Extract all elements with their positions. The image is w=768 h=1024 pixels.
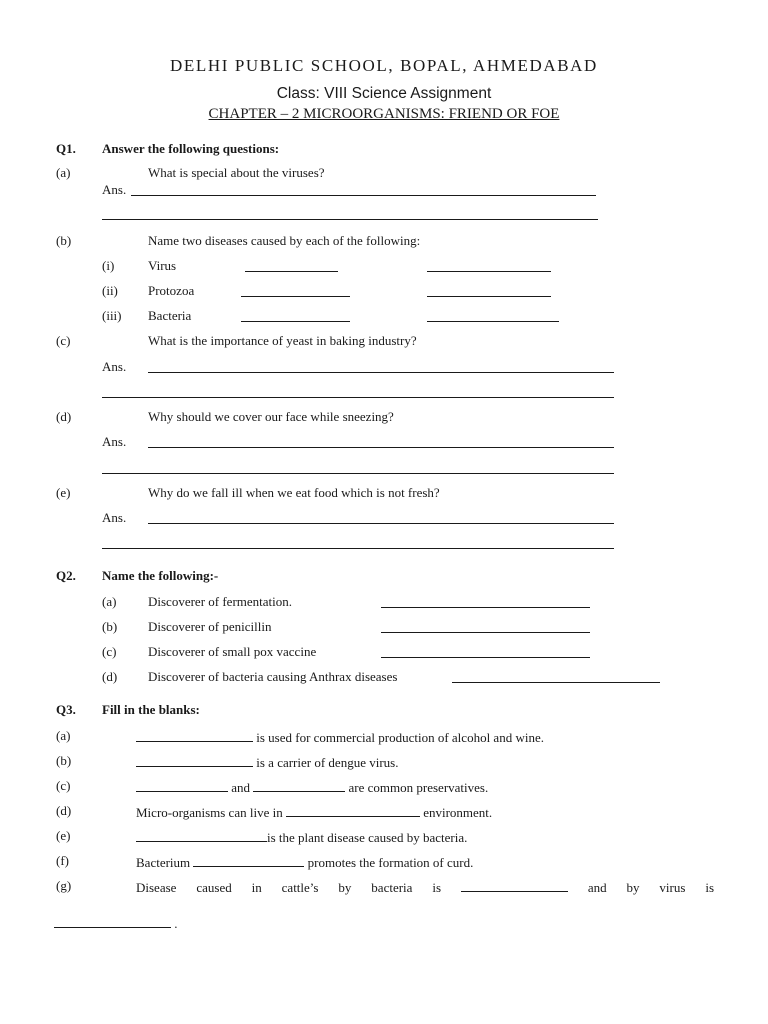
q3g-blank-2[interactable] — [54, 915, 171, 928]
q1b-question: Name two diseases caused by each of the following: — [148, 233, 421, 248]
school-name: DELHI PUBLIC SCHOOL, BOPAL, AHMEDABAD — [170, 56, 598, 75]
q3g-label: (g) — [56, 878, 72, 893]
q3g-word: is — [432, 880, 442, 895]
q2-blank[interactable] — [381, 632, 590, 633]
q1c-question: What is the importance of yeast in baking industry? — [148, 333, 417, 348]
q3g-word: caused — [196, 880, 232, 895]
q1b-blank[interactable] — [427, 296, 551, 297]
q3a-label: (a) — [56, 728, 71, 743]
q3g-end: . — [174, 916, 178, 931]
q1-title: Answer the following questions: — [102, 141, 280, 156]
q1-number: Q1. — [56, 141, 76, 156]
q3g-sentence — [136, 879, 714, 894]
q1c-answer-line-1[interactable] — [148, 372, 614, 373]
q1b-blank[interactable] — [245, 271, 338, 272]
q3c-label: (c) — [56, 778, 71, 793]
q2-number: Q2. — [56, 568, 76, 583]
q3g-virus: virus — [659, 880, 686, 895]
q2-item-label: (d) — [102, 669, 118, 684]
q1a-label: (a) — [56, 165, 71, 180]
q1b-item-text: Virus — [148, 258, 177, 273]
q1a-ans-label: Ans. — [102, 182, 127, 197]
q3f-after: promotes the formation of curd. — [307, 855, 474, 870]
q1b-item-label: (i) — [102, 258, 115, 273]
q2-item-label: (c) — [102, 644, 117, 659]
q1d-ans-label: Ans. — [102, 434, 127, 449]
q3b-blank[interactable] — [136, 754, 253, 767]
q3f-before: Bacterium — [136, 855, 191, 870]
q1e-label: (e) — [56, 485, 71, 500]
q3g-blank-1[interactable] — [461, 879, 568, 892]
q1b-item-text: Bacteria — [148, 308, 192, 323]
q3e-blank[interactable] — [136, 829, 267, 842]
q3e-text: is the plant disease caused by bacteria. — [267, 830, 468, 845]
chapter-title: CHAPTER – 2 MICROORGANISMS: FRIEND OR FOE — [208, 106, 560, 122]
q2-item-text: Discoverer of fermentation. — [148, 594, 293, 609]
q1e-answer-line-2[interactable] — [102, 548, 614, 549]
q1e-ans-label: Ans. — [102, 510, 127, 525]
q3d-before: Micro-organisms can live in — [136, 805, 283, 820]
q1d-label: (d) — [56, 409, 72, 424]
q3c-sentence — [136, 779, 488, 794]
q3d-label: (d) — [56, 803, 72, 818]
q3b-label: (b) — [56, 753, 72, 768]
q3-number: Q3. — [56, 702, 76, 717]
q3b-sentence — [136, 754, 398, 769]
q3f-label: (f) — [56, 853, 69, 868]
q3e-sentence — [136, 829, 467, 844]
q3c-blank-2[interactable] — [253, 779, 345, 792]
q2-item-text: Discoverer of small pox vaccine — [148, 644, 317, 659]
class-title: Class: VIII Science Assignment — [276, 85, 492, 102]
q2-item-label: (a) — [102, 594, 117, 609]
q3d-sentence — [136, 804, 492, 819]
q1e-question: Why do we fall ill when we eat food which is not fresh? — [148, 485, 440, 500]
q1c-answer-line-2[interactable] — [102, 397, 614, 398]
q3g-word: Disease — [136, 880, 177, 895]
q2-blank[interactable] — [381, 657, 590, 658]
q2-title: Name the following:- — [102, 568, 219, 583]
q1b-item-text: Protozoa — [148, 283, 195, 298]
q1b-item-label: (iii) — [102, 308, 122, 323]
q1d-answer-line-1[interactable] — [148, 447, 614, 448]
q3-title: Fill in the blanks: — [102, 702, 200, 717]
q3g-continuation — [54, 915, 178, 930]
q3a-text: is used for commercial production of alcohol and wine. — [256, 730, 544, 745]
q1a-answer-line-2[interactable] — [102, 219, 598, 220]
q3f-sentence — [136, 854, 473, 869]
q1b-blank[interactable] — [427, 271, 551, 272]
q1c-label: (c) — [56, 333, 71, 348]
q1b-label: (b) — [56, 233, 72, 248]
q3d-blank[interactable] — [286, 804, 420, 817]
q3c-blank-1[interactable] — [136, 779, 228, 792]
q3d-after: environment. — [423, 805, 493, 820]
q2-item-text: Discoverer of penicillin — [148, 619, 272, 634]
q2-blank[interactable] — [452, 682, 660, 683]
q2-item-label: (b) — [102, 619, 118, 634]
q1a-answer-line-1[interactable] — [131, 195, 596, 196]
q3g-word: bacteria — [371, 880, 413, 895]
q3g-word: by — [338, 880, 352, 895]
q3e-label: (e) — [56, 828, 71, 843]
q2-item-text: Discoverer of bacteria causing Anthrax diseases — [148, 669, 398, 684]
q1b-blank[interactable] — [241, 321, 350, 322]
q1b-item-label: (ii) — [102, 283, 118, 298]
q1d-answer-line-2[interactable] — [102, 473, 614, 474]
q1b-blank[interactable] — [241, 296, 350, 297]
q3g-by: by — [626, 880, 640, 895]
q3g-word: cattle’s — [281, 880, 319, 895]
q1e-answer-line-1[interactable] — [148, 523, 614, 524]
q3c-text: are common preservatives. — [348, 780, 489, 795]
q1d-question: Why should we cover our face while sneezing? — [148, 409, 394, 424]
q3b-text: is a carrier of dengue virus. — [256, 755, 399, 770]
q3f-blank[interactable] — [193, 854, 304, 867]
q3a-sentence — [136, 729, 544, 744]
q3a-blank[interactable] — [136, 729, 253, 742]
q1b-blank[interactable] — [427, 321, 559, 322]
q3c-and: and — [231, 780, 251, 795]
q3g-is: is — [705, 880, 714, 895]
q2-blank[interactable] — [381, 607, 590, 608]
q3g-word: in — [251, 880, 262, 895]
q3g-and: and — [587, 880, 607, 895]
q1c-ans-label: Ans. — [102, 359, 127, 374]
q1a-question: What is special about the viruses? — [148, 165, 325, 180]
